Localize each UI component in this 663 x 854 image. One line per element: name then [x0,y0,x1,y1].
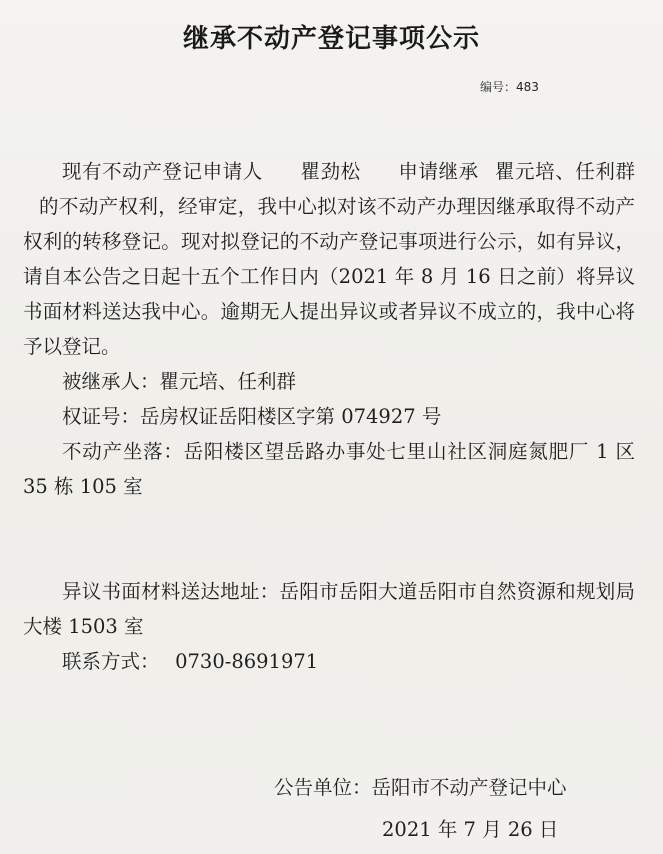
notice-date: 2021 年 7 月 26 日 [382,818,559,841]
objection-address-field: 异议书面材料送达地址：岳阳市岳阳大道岳阳市自然资源和规划局大楼 1503 室 [23,580,635,638]
decedent-names: 瞿元培、任利群 [494,160,635,183]
contact-label: 联系方式： [62,650,160,673]
announcer: 公告单位：岳阳市不动产登记中心 [274,776,567,799]
contact-number: 0730-8691971 [175,650,319,673]
paragraph-text-3: 的不动产权利，经审定，我中心拟对该不动产办理因继承取得不动产权利的转移登记。现对拟登记的不动产登记事项进行公示，如有异议，请自本公告之日起十五个工作日内（2021 年 8 月 16 日之前）将异议书面材料送达我中心。逾期无人提出异议或者异议不成立的，我中心将予以登记。 [23,195,635,358]
location-field: 不动产坐落：岳阳楼区望岳路办事处七里山社区洞庭氮肥厂 1 区 35 栋 105 室 [23,440,635,498]
document-number: 编号：483 [480,80,539,94]
spacer [23,504,635,574]
paragraph-text-2: 申请继承 [397,160,479,183]
page-title: 继承不动产登记事项公示 [182,24,480,54]
contact-field [23,644,635,679]
notice-body [23,154,635,679]
paragraph-text-1: 现有不动产登记申请人 [62,160,263,183]
applicant-name: 瞿劲松 [299,160,361,183]
decedent-field: 被继承人：瞿元培、任利群 [62,370,297,393]
certificate-field: 权证号：岳房权证岳阳楼区字第 074927 号 [62,405,442,428]
main-paragraph [23,154,635,364]
